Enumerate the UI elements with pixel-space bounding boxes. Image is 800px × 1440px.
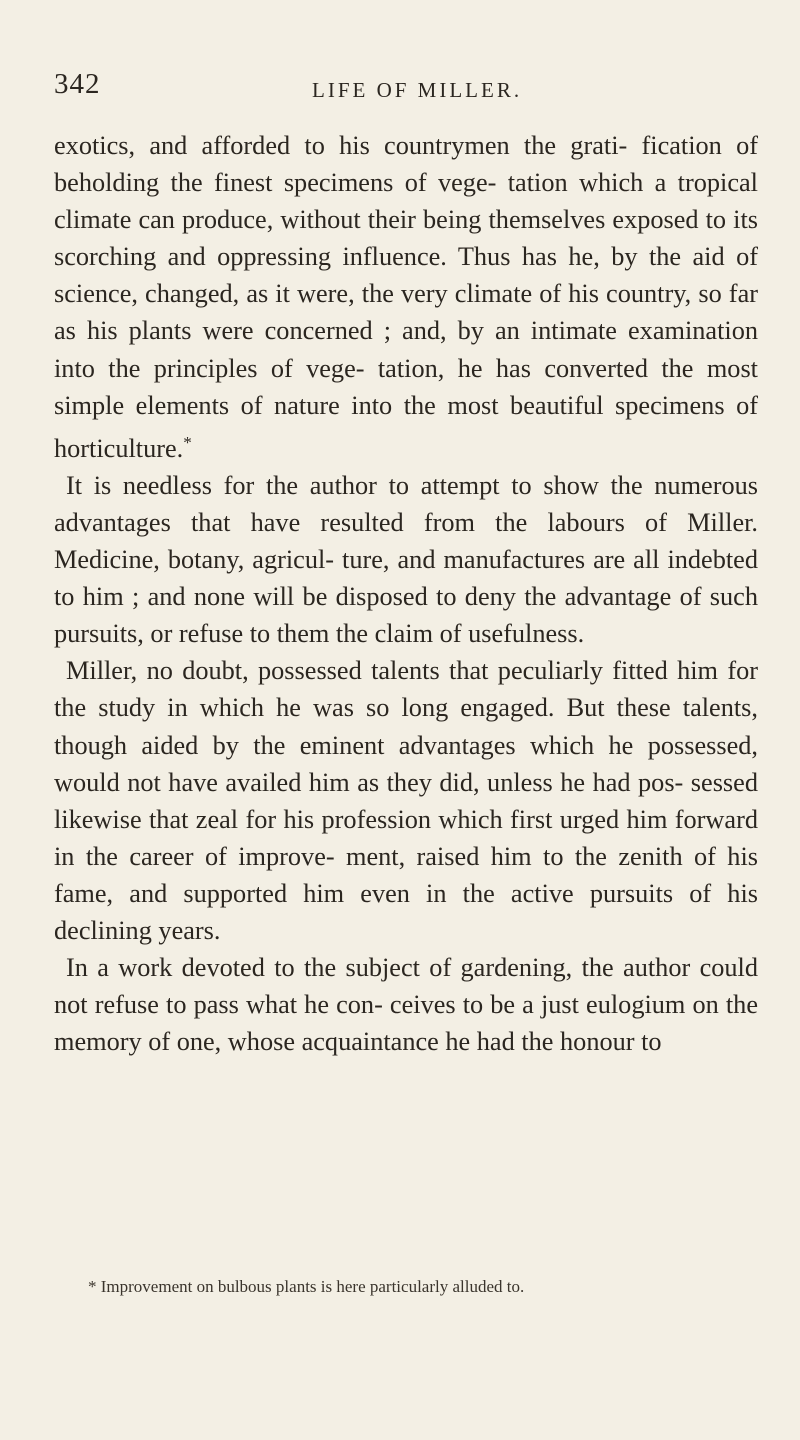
paragraph-1 xyxy=(54,127,758,467)
paragraph-2: It is needless for the author to attempt to show the numerous advantages that have resulted from the labours of Miller. Medicine, botany, agricul- ture, and manufactures are all indebted to him ; and none will be disposed to deny the advantage of such pursuits, or refuse to them the claim of usefulness. xyxy=(54,470,758,649)
footnote-text: Improvement on bulbous plants is here particularly alluded to. xyxy=(100,1277,525,1296)
body-text xyxy=(54,127,758,1060)
footnote xyxy=(54,1274,758,1299)
running-title: LIFE OF MILLER. xyxy=(312,78,523,102)
footnote-reference: * xyxy=(183,432,192,452)
paragraph-4: In a work devoted to the subject of gardening, the author could not refuse to pass what he con- ceives to be a just eulogium on the memory of one, whose acquaintance he had the honour to xyxy=(54,953,758,1057)
paragraph-3: Miller, no doubt, possessed talents that peculiarly fitted him for the study in which he was so long engaged. But these talents, though aided by the eminent advantages which he possessed, would not have availed him as they did, unless he had pos- sessed likewise that zeal for his profession which first urged him forward in the career of improve- ment, raised him to the zenith of his fame, and supported him even in the active pursuits of his declining years. xyxy=(54,656,758,945)
running-head xyxy=(54,68,746,108)
paragraph-1-text: exotics, and afforded to his countrymen the grati- fication of beholding the finest specimens of vege- tation which a tropical climate can produce, without their being themselves exposed to its scorching and oppressing influence. Thus has he, by the aid of science, changed, as it were, the very climate of his country, so far as his plants were concerned ; and, by an intimate examination into the principles of vege- tation, he has converted the most simple elements of nature into the most beautiful specimens of horticulture. xyxy=(54,131,758,463)
page-number: 342 xyxy=(54,68,101,100)
footnote-marker: * xyxy=(88,1277,97,1296)
